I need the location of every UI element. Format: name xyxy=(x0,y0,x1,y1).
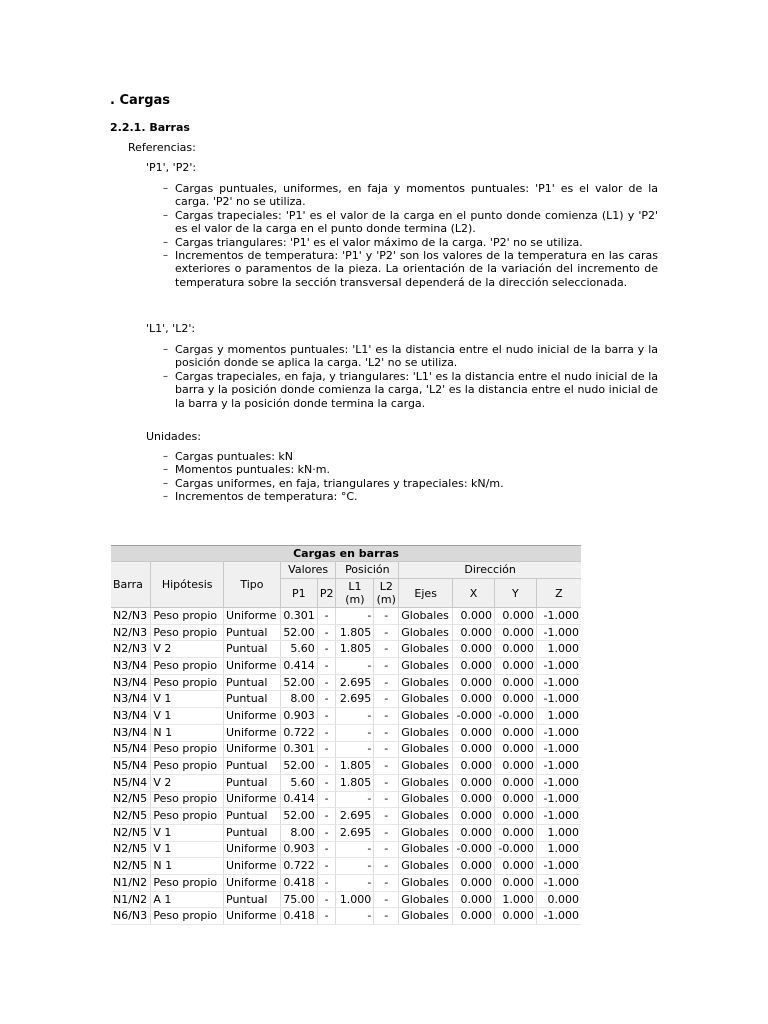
cell-y: 0.000 xyxy=(494,641,536,658)
cell-x: 0.000 xyxy=(453,641,495,658)
cell-x: 0.000 xyxy=(453,891,495,908)
cell-z: -1.000 xyxy=(536,791,581,808)
cell-hipotesis: Peso propio xyxy=(151,608,224,625)
cell-p1: 52.00 xyxy=(280,624,317,641)
cell-barra: N5/N4 xyxy=(111,774,151,791)
cell-p2: - xyxy=(317,858,336,875)
cell-barra: N2/N5 xyxy=(111,841,151,858)
table-row xyxy=(111,624,581,641)
cell-p2: - xyxy=(317,708,336,725)
cell-z: -1.000 xyxy=(536,724,581,741)
cell-x: 0.000 xyxy=(453,608,495,625)
cell-l2: - xyxy=(374,758,399,775)
list-item: – Cargas puntuales, uniformes, en faja y momentos puntuales: 'P1' es el valor de la carga. 'P2' no se utiliza. xyxy=(163,182,658,209)
cell-l1: - xyxy=(336,708,374,725)
col-header-p2: P2 xyxy=(317,579,336,608)
list-item: – Cargas puntuales: kN xyxy=(163,450,658,463)
cell-barra: N2/N3 xyxy=(111,624,151,641)
cell-ejes: Globales xyxy=(399,758,453,775)
cell-l2: - xyxy=(374,741,399,758)
cell-p1: 0.301 xyxy=(280,741,317,758)
cell-ejes: Globales xyxy=(399,841,453,858)
col-header-l1-line1: L1 xyxy=(348,580,362,593)
table-row xyxy=(111,841,581,858)
cell-y: 0.000 xyxy=(494,808,536,825)
cell-p2: - xyxy=(317,758,336,775)
cell-l2: - xyxy=(374,641,399,658)
cell-l2: - xyxy=(374,608,399,625)
unidades-list xyxy=(163,450,658,504)
cell-l1: 1.805 xyxy=(336,624,374,641)
cell-z: -1.000 xyxy=(536,624,581,641)
cell-y: 1.000 xyxy=(494,891,536,908)
list-item: – Incrementos de temperatura: 'P1' y 'P2' son los valores de la temperatura en las caras exteriores o paramentos de la pieza. La orientación de la variación del incremento de temperatura sobre la sección transversal dependerá de la dirección seleccionada. xyxy=(163,249,658,289)
col-header-z: Z xyxy=(536,579,581,608)
cell-z: -1.000 xyxy=(536,808,581,825)
cell-barra: N3/N4 xyxy=(111,724,151,741)
cell-hipotesis: V 2 xyxy=(151,641,224,658)
cell-l2: - xyxy=(374,891,399,908)
cell-l1: - xyxy=(336,724,374,741)
cell-l1: 1.000 xyxy=(336,891,374,908)
cell-ejes: Globales xyxy=(399,774,453,791)
cell-x: 0.000 xyxy=(453,758,495,775)
cell-y: 0.000 xyxy=(494,908,536,925)
cell-y: 0.000 xyxy=(494,858,536,875)
cell-x: 0.000 xyxy=(453,791,495,808)
col-group-posicion: Posición xyxy=(336,562,399,579)
cell-p1: 8.00 xyxy=(280,691,317,708)
cell-z: 0.000 xyxy=(536,891,581,908)
cell-l2: - xyxy=(374,858,399,875)
cell-ejes: Globales xyxy=(399,908,453,925)
cell-x: 0.000 xyxy=(453,824,495,841)
cell-hipotesis: V 1 xyxy=(151,841,224,858)
cell-barra: N2/N5 xyxy=(111,791,151,808)
col-header-l2-line1: L2 xyxy=(379,580,393,593)
table-row xyxy=(111,691,581,708)
cell-z: -1.000 xyxy=(536,875,581,892)
cell-z: -1.000 xyxy=(536,774,581,791)
table-row xyxy=(111,858,581,875)
cell-l2: - xyxy=(374,841,399,858)
cell-barra: N3/N4 xyxy=(111,691,151,708)
cell-l2: - xyxy=(374,908,399,925)
cell-barra: N2/N5 xyxy=(111,808,151,825)
table-row xyxy=(111,741,581,758)
cell-x: -0.000 xyxy=(453,841,495,858)
table-row xyxy=(111,808,581,825)
col-header-ejes: Ejes xyxy=(399,579,453,608)
col-header-tipo: Tipo xyxy=(224,562,281,608)
col-header-l1-line2: (m) xyxy=(345,593,365,606)
cell-z: -1.000 xyxy=(536,674,581,691)
cell-ejes: Globales xyxy=(399,641,453,658)
cell-l1: 1.805 xyxy=(336,758,374,775)
table-row xyxy=(111,708,581,725)
section-title: . Cargas xyxy=(110,93,171,108)
cell-p1: 75.00 xyxy=(280,891,317,908)
loads-table-body xyxy=(111,608,581,925)
cell-ejes: Globales xyxy=(399,791,453,808)
table-row xyxy=(111,791,581,808)
col-header-p1: P1 xyxy=(280,579,317,608)
cell-x: -0.000 xyxy=(453,708,495,725)
cell-z: 1.000 xyxy=(536,824,581,841)
cell-barra: N2/N5 xyxy=(111,824,151,841)
cell-l1: - xyxy=(336,608,374,625)
cell-tipo: Uniforme xyxy=(224,791,281,808)
cell-z: -1.000 xyxy=(536,658,581,675)
cell-l1: 2.695 xyxy=(336,808,374,825)
cell-barra: N2/N3 xyxy=(111,608,151,625)
cell-ejes: Globales xyxy=(399,858,453,875)
cell-x: 0.000 xyxy=(453,691,495,708)
cell-tipo: Puntual xyxy=(224,624,281,641)
cell-hipotesis: Peso propio xyxy=(151,908,224,925)
cell-y: 0.000 xyxy=(494,758,536,775)
cell-barra: N1/N2 xyxy=(111,875,151,892)
cell-ejes: Globales xyxy=(399,708,453,725)
cell-p2: - xyxy=(317,741,336,758)
cell-y: 0.000 xyxy=(494,875,536,892)
cell-x: 0.000 xyxy=(453,658,495,675)
cell-l1: 1.805 xyxy=(336,774,374,791)
table-title: Cargas en barras xyxy=(111,546,581,562)
cell-tipo: Puntual xyxy=(224,808,281,825)
cell-barra: N1/N2 xyxy=(111,891,151,908)
table-row xyxy=(111,891,581,908)
table-row xyxy=(111,658,581,675)
cell-p2: - xyxy=(317,658,336,675)
cell-l2: - xyxy=(374,774,399,791)
cell-barra: N3/N4 xyxy=(111,658,151,675)
cell-barra: N5/N4 xyxy=(111,758,151,775)
col-header-l2 xyxy=(374,579,399,608)
table-row xyxy=(111,908,581,925)
cell-p1: 0.903 xyxy=(280,708,317,725)
subsection-title: 2.2.1. Barras xyxy=(110,121,190,134)
cell-p1: 52.00 xyxy=(280,808,317,825)
cell-hipotesis: A 1 xyxy=(151,891,224,908)
cell-l1: 2.695 xyxy=(336,691,374,708)
cell-l1: - xyxy=(336,858,374,875)
cell-p1: 0.722 xyxy=(280,858,317,875)
p-definitions-list xyxy=(163,182,658,289)
cell-hipotesis: Peso propio xyxy=(151,674,224,691)
list-item: – Cargas trapeciales: 'P1' es el valor de la carga en el punto donde comienza (L1) y 'P2' es el valor de la carga en el punto donde termina (L2). xyxy=(163,209,658,236)
cell-l2: - xyxy=(374,808,399,825)
cell-tipo: Uniforme xyxy=(224,858,281,875)
cell-p1: 52.00 xyxy=(280,674,317,691)
cell-l2: - xyxy=(374,875,399,892)
col-header-l2-line2: (m) xyxy=(376,593,396,606)
cell-hipotesis: N 1 xyxy=(151,858,224,875)
cell-p1: 5.60 xyxy=(280,641,317,658)
cell-x: 0.000 xyxy=(453,774,495,791)
col-header-barra: Barra xyxy=(111,562,151,608)
list-item: – Momentos puntuales: kN·m. xyxy=(163,463,658,476)
cell-ejes: Globales xyxy=(399,741,453,758)
table-row xyxy=(111,608,581,625)
cell-y: 0.000 xyxy=(494,608,536,625)
cell-p1: 0.418 xyxy=(280,908,317,925)
cell-p1: 0.414 xyxy=(280,791,317,808)
cell-p1: 0.301 xyxy=(280,608,317,625)
cell-p1: 0.722 xyxy=(280,724,317,741)
cell-p2: - xyxy=(317,624,336,641)
cell-l2: - xyxy=(374,658,399,675)
cell-p1: 52.00 xyxy=(280,758,317,775)
cell-x: 0.000 xyxy=(453,674,495,691)
cell-p1: 8.00 xyxy=(280,824,317,841)
cell-p2: - xyxy=(317,791,336,808)
cell-z: -1.000 xyxy=(536,858,581,875)
cell-z: -1.000 xyxy=(536,908,581,925)
col-header-y: Y xyxy=(494,579,536,608)
cell-barra: N2/N3 xyxy=(111,641,151,658)
cell-barra: N5/N4 xyxy=(111,741,151,758)
cell-ejes: Globales xyxy=(399,674,453,691)
list-item: – Cargas y momentos puntuales: 'L1' es la distancia entre el nudo inicial de la barra y la posición donde se aplica la carga. 'L2' no se utiliza. xyxy=(163,343,658,370)
cell-tipo: Uniforme xyxy=(224,841,281,858)
cell-tipo: Puntual xyxy=(224,758,281,775)
cell-ejes: Globales xyxy=(399,824,453,841)
cell-x: 0.000 xyxy=(453,624,495,641)
cell-p2: - xyxy=(317,808,336,825)
cell-p1: 5.60 xyxy=(280,774,317,791)
cell-hipotesis: Peso propio xyxy=(151,741,224,758)
cell-z: -1.000 xyxy=(536,758,581,775)
cell-p2: - xyxy=(317,908,336,925)
cell-y: 0.000 xyxy=(494,791,536,808)
cell-x: 0.000 xyxy=(453,875,495,892)
cell-tipo: Puntual xyxy=(224,824,281,841)
cell-tipo: Uniforme xyxy=(224,724,281,741)
cell-tipo: Puntual xyxy=(224,674,281,691)
cell-y: -0.000 xyxy=(494,708,536,725)
cell-l1: - xyxy=(336,741,374,758)
cell-barra: N2/N5 xyxy=(111,858,151,875)
cell-hipotesis: Peso propio xyxy=(151,791,224,808)
cell-p2: - xyxy=(317,691,336,708)
list-item: – Cargas uniformes, en faja, triangulares y trapeciales: kN/m. xyxy=(163,477,658,490)
cell-z: 1.000 xyxy=(536,708,581,725)
cell-p2: - xyxy=(317,641,336,658)
col-group-valores: Valores xyxy=(280,562,336,579)
list-item: – Cargas trapeciales, en faja, y triangulares: 'L1' es la distancia entre el nudo inicial de la barra y la posición donde comienza la carga, 'L2' es la distancia entre el nudo inicial de la barra y la posición donde termina la carga. xyxy=(163,370,658,410)
cell-ejes: Globales xyxy=(399,624,453,641)
col-group-direccion: Dirección xyxy=(399,562,581,579)
unidades-label: Unidades: xyxy=(146,430,201,443)
cell-y: 0.000 xyxy=(494,691,536,708)
cell-l1: - xyxy=(336,791,374,808)
cell-p1: 0.418 xyxy=(280,875,317,892)
table-row xyxy=(111,774,581,791)
cell-y: 0.000 xyxy=(494,624,536,641)
cell-hipotesis: V 2 xyxy=(151,774,224,791)
cell-p2: - xyxy=(317,824,336,841)
cell-x: 0.000 xyxy=(453,858,495,875)
cell-y: 0.000 xyxy=(494,824,536,841)
cell-tipo: Puntual xyxy=(224,891,281,908)
cell-l2: - xyxy=(374,724,399,741)
cell-y: -0.000 xyxy=(494,841,536,858)
table-row xyxy=(111,875,581,892)
cell-hipotesis: V 1 xyxy=(151,691,224,708)
table-row xyxy=(111,724,581,741)
table-row xyxy=(111,641,581,658)
cell-x: 0.000 xyxy=(453,741,495,758)
cell-p2: - xyxy=(317,674,336,691)
cell-ejes: Globales xyxy=(399,691,453,708)
cell-ejes: Globales xyxy=(399,808,453,825)
cell-hipotesis: Peso propio xyxy=(151,875,224,892)
cell-ejes: Globales xyxy=(399,891,453,908)
cell-z: 1.000 xyxy=(536,841,581,858)
col-header-x: X xyxy=(453,579,495,608)
p-label: 'P1', 'P2': xyxy=(146,161,197,174)
cell-p1: 0.414 xyxy=(280,658,317,675)
cell-p2: - xyxy=(317,875,336,892)
table-row xyxy=(111,824,581,841)
cell-l2: - xyxy=(374,791,399,808)
list-item: – Incrementos de temperatura: °C. xyxy=(163,490,658,503)
cell-hipotesis: Peso propio xyxy=(151,624,224,641)
cell-l1: 2.695 xyxy=(336,674,374,691)
cell-z: -1.000 xyxy=(536,691,581,708)
cell-y: 0.000 xyxy=(494,741,536,758)
cell-l1: 2.695 xyxy=(336,824,374,841)
cell-ejes: Globales xyxy=(399,658,453,675)
cell-tipo: Uniforme xyxy=(224,741,281,758)
cell-z: -1.000 xyxy=(536,741,581,758)
table-row xyxy=(111,674,581,691)
table-row xyxy=(111,758,581,775)
cell-l1: - xyxy=(336,658,374,675)
cell-hipotesis: N 1 xyxy=(151,724,224,741)
cell-p1: 0.903 xyxy=(280,841,317,858)
cell-p2: - xyxy=(317,891,336,908)
cell-tipo: Uniforme xyxy=(224,708,281,725)
cell-hipotesis: Peso propio xyxy=(151,758,224,775)
cell-tipo: Uniforme xyxy=(224,658,281,675)
cell-hipotesis: Peso propio xyxy=(151,808,224,825)
cell-p2: - xyxy=(317,841,336,858)
cell-l2: - xyxy=(374,674,399,691)
list-item: – Cargas triangulares: 'P1' es el valor máximo de la carga. 'P2' no se utiliza. xyxy=(163,236,658,249)
cell-tipo: Uniforme xyxy=(224,608,281,625)
cell-x: 0.000 xyxy=(453,908,495,925)
cell-l1: - xyxy=(336,875,374,892)
cell-l2: - xyxy=(374,624,399,641)
cell-p2: - xyxy=(317,724,336,741)
cell-p2: - xyxy=(317,774,336,791)
cell-y: 0.000 xyxy=(494,658,536,675)
cell-tipo: Puntual xyxy=(224,774,281,791)
cell-l2: - xyxy=(374,824,399,841)
cell-x: 0.000 xyxy=(453,808,495,825)
l-label: 'L1', 'L2': xyxy=(146,322,196,335)
cell-tipo: Puntual xyxy=(224,691,281,708)
cell-hipotesis: Peso propio xyxy=(151,658,224,675)
cell-z: 1.000 xyxy=(536,641,581,658)
cell-ejes: Globales xyxy=(399,608,453,625)
cell-ejes: Globales xyxy=(399,724,453,741)
cell-ejes: Globales xyxy=(399,875,453,892)
cell-x: 0.000 xyxy=(453,724,495,741)
cell-barra: N3/N4 xyxy=(111,674,151,691)
cell-l1: 1.805 xyxy=(336,641,374,658)
cell-l2: - xyxy=(374,691,399,708)
cell-l1: - xyxy=(336,908,374,925)
cell-l1: - xyxy=(336,841,374,858)
cell-y: 0.000 xyxy=(494,724,536,741)
cell-l2: - xyxy=(374,708,399,725)
cell-hipotesis: V 1 xyxy=(151,708,224,725)
cell-tipo: Uniforme xyxy=(224,908,281,925)
cell-tipo: Uniforme xyxy=(224,875,281,892)
cell-tipo: Puntual xyxy=(224,641,281,658)
cell-y: 0.000 xyxy=(494,674,536,691)
col-header-l1 xyxy=(336,579,374,608)
l-definitions-list xyxy=(163,343,658,410)
cell-p2: - xyxy=(317,608,336,625)
cell-y: 0.000 xyxy=(494,774,536,791)
referencias-label: Referencias: xyxy=(128,141,196,154)
cell-z: -1.000 xyxy=(536,608,581,625)
cell-barra: N6/N3 xyxy=(111,908,151,925)
loads-table xyxy=(111,545,581,925)
cell-barra: N3/N4 xyxy=(111,708,151,725)
cell-hipotesis: V 1 xyxy=(151,824,224,841)
col-header-hipotesis: Hipótesis xyxy=(151,562,224,608)
